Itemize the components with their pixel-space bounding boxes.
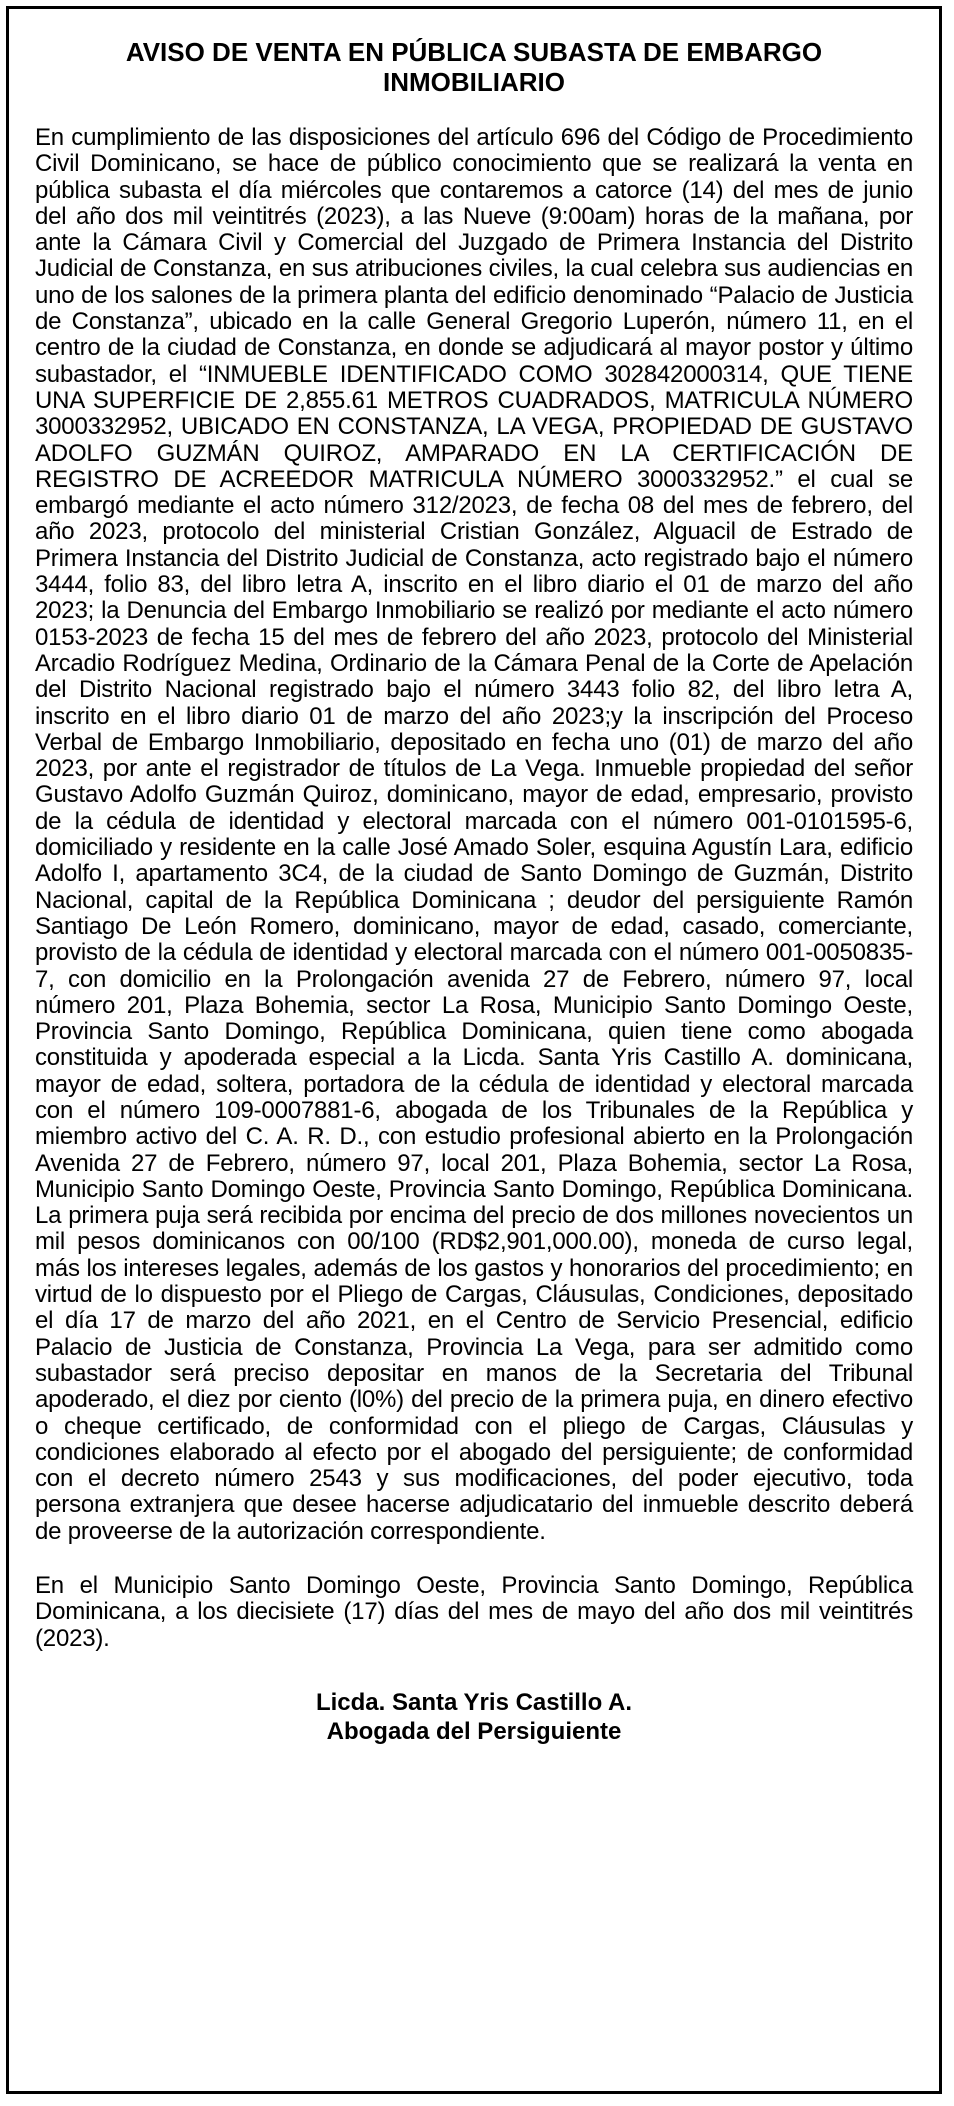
signature-block [35,1688,913,1746]
notice-closing: En el Municipio Santo Domingo Oeste, Provincia Santo Domingo, República Dominicana, a los diecisiete (17) días del mes de mayo del año dos mil veintitrés (2023). [35,1572,913,1652]
notice-title: AVISO DE VENTA EN PÚBLICA SUBASTA DE EMBARGO INMOBILIARIO [125,37,823,97]
signature-role: Abogada del Persiguiente [326,1717,622,1745]
legal-notice [6,6,942,2094]
signature-name: Licda. Santa Yris Castillo A. [315,1688,633,1716]
notice-body: En cumplimiento de las disposiciones del artículo 696 del Código de Procedimiento Civil Dominicano, se hace de público conocimiento que se realizará la venta en pública subasta el día miércoles que contaremos a catorce (14) del mes de junio del año dos mil veintitrés (2023), a las Nueve (9:00am) horas de la mañana, por ante la Cámara Civil y Comercial del Juzgado de Primera Instancia del Distrito Judicial de Constanza, en sus atribuciones civiles, la cual celebra sus audiencias en uno de los salones de la primera planta del edificio denominado “Palacio de Justicia de Constanza”, ubicado en la calle General Gregorio Luperón, número 11, en el centro de la ciudad de Constanza, en donde se adjudicará al mayor postor y último subastador, el “INMUEBLE IDENTIFICADO COMO 302842000314, QUE TIENE UNA SUPERFICIE DE 2,855.61 METROS CUADRADOS, MATRICULA NÚMERO 3000332952, UBICADO EN CONSTANZA, LA VEGA, PROPIEDAD DE GUSTAVO ADOLFO GUZMÁN QUIROZ, AMPARADO EN LA CERTIFICACIÓN DE REGISTRO DE ACREEDOR MATRICULA NÚMERO 3000332952.” el cual se embargó mediante el acto número 312/2023, de fecha 08 del mes de febrero, del año 2023, protocolo del ministerial Cristian González, Alguacil de Estrado de Primera Instancia del Distrito Judicial de Constanza, acto registrado bajo el número 3444, folio 83, del libro letra A, inscrito en el libro diario el 01 de marzo del año 2023; la Denuncia del Embargo Inmobiliario se realizó por mediante el acto número 0153-2023 de fecha 15 del mes de febrero del año 2023, protocolo del Ministerial Arcadio Rodríguez Medina, Ordinario de la Cámara Penal de la Corte de Apelación del Distrito Nacional registrado bajo el número 3443 folio 82, del libro letra A, inscrito en el libro diario 01 de marzo del año 2023;y la inscripción del Proceso Verbal de Embargo Inmobiliario, depositado en fecha uno (01) de marzo del año 2023, por ante el registrador de títulos de La Vega. Inmueble propiedad del señor Gustavo Adolfo Guzmán Quiroz, dominicano, mayor de edad, empresario, provisto de la cédula de identidad y electoral marcada con el número 001-0101595-6, domiciliado y residente en la calle José Amado Soler, esquina Agustín Lara, edificio Adolfo I, apartamento 3C4, de la ciudad de Santo Domingo de Guzmán, Distrito Nacional, capital de la República Dominicana ; deudor del persiguiente Ramón Santiago De León Romero, dominicano, mayor de edad, casado, comerciante, provisto de la cédula de identidad y electoral marcada con el número 001-0050835-7, con domicilio en la Prolongación avenida 27 de Febrero, número 97, local número 201, Plaza Bohemia, sector La Rosa, Municipio Santo Domingo Oeste, Provincia Santo Domingo, República Dominicana, quien tiene como abogada constituida y apoderada especial a la Licda. Santa Yris Castillo A. dominicana, mayor de edad, soltera, portadora de la cédula de identidad y electoral marcada con el número 109-0007881-6, abogada de los Tribunales de la República y miembro activo del C. A. R. D., con estudio profesional abierto en la Prolongación Avenida 27 de Febrero, número 97, local 201, Plaza Bohemia, sector La Rosa, Municipio Santo Domingo Oeste, Provincia Santo Domingo, República Dominicana. La primera puja será recibida por encima del precio de dos millones novecientos un mil pesos dominicanos con 00/100 (RD$2,901,000.00), moneda de curso legal, más los intereses legales, además de los gastos y honorarios del procedimiento; en virtud de lo dispuesto por el Pliego de Cargas, Cláusulas, Condiciones, depositado el día 17 de marzo del año 2021, en el Centro de Servicio Presencial, edificio Palacio de Justicia de Constanza, Provincia La Vega, para ser admitido como subastador será preciso depositar en manos de la Secretaria del Tribunal apoderado, el diez por ciento (l0%) del precio de la primera puja, en dinero efectivo o cheque certificado, de conformidad con el pliego de Cargas, Cláusulas y condiciones elaborado al efecto por el abogado del persiguiente; de conformidad con el decreto número 2543 y sus modificaciones, del poder ejecutivo, toda persona extranjera que desee hacerse adjudicatario del inmueble descrito deberá de proveerse de la autorización correspondiente. [35,124,913,1545]
